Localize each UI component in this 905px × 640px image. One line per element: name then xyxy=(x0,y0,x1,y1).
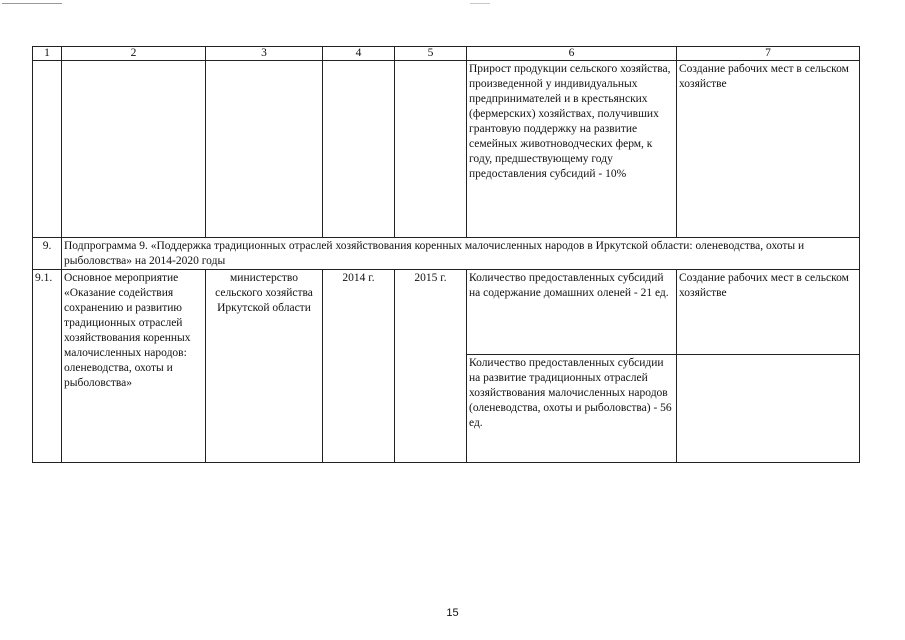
end-year-cell xyxy=(395,61,467,238)
indicator-cell: Прирост продукции сельского хозяйства, произведенной у индивидуальных предпринимателей и в крестьянских (фермерских) хозяйствах, получивших грантовую поддержку на развитие семейных животноводческих ферм, к году, предшествующему году предоставления субсидий - 10% xyxy=(467,61,677,238)
scan-artifact-line xyxy=(470,3,490,4)
table-row xyxy=(33,61,860,238)
executor-cell xyxy=(206,61,323,238)
column-number-cell: 4 xyxy=(323,47,395,61)
executor-cell: министерство сельского хозяйства Иркутской области xyxy=(206,270,323,463)
column-number-cell: 5 xyxy=(395,47,467,61)
column-number-cell: 6 xyxy=(467,47,677,61)
row-number-cell: 9. xyxy=(33,238,62,270)
subprogram-title-cell: Подпрограмма 9. «Поддержка традиционных отраслей хозяйствования коренных малочисленных народов в Иркутской области: оленеводства, охоты и рыболовства» на 2014-2020 годы xyxy=(62,238,860,270)
activities-table xyxy=(32,46,860,463)
table-row xyxy=(33,270,860,355)
column-number-cell: 7 xyxy=(677,47,860,61)
column-number-cell: 2 xyxy=(62,47,206,61)
indicator-cell: Количество предоставленных субсидии на развитие традиционных отраслей хозяйствования малочисленных народов (оленеводства, охоты и рыболовства) - 56 ед. xyxy=(467,355,677,463)
column-number-cell: 3 xyxy=(206,47,323,61)
row-number-cell xyxy=(33,61,62,238)
result-cell: Создание рабочих мест в сельском хозяйстве xyxy=(677,61,860,238)
column-number-cell: 1 xyxy=(33,47,62,61)
scan-artifact-line xyxy=(2,3,62,4)
page-number: 15 xyxy=(446,607,459,619)
result-cell xyxy=(677,355,860,463)
end-year-cell: 2015 г. xyxy=(395,270,467,463)
start-year-cell xyxy=(323,61,395,238)
indicator-cell: Количество предоставленных субсидий на содержание домашних оленей - 21 ед. xyxy=(467,270,677,355)
subprogram-row xyxy=(33,238,860,270)
activity-name-cell xyxy=(62,61,206,238)
result-cell: Создание рабочих мест в сельском хозяйстве xyxy=(677,270,860,355)
column-number-row xyxy=(33,47,860,61)
start-year-cell: 2014 г. xyxy=(323,270,395,463)
activity-name-cell: Основное мероприятие «Оказание содействия сохранению и развитию традиционных отраслей хозяйствования коренных малочисленных народов: оленеводства, охоты и рыболовства» xyxy=(62,270,206,463)
row-number-cell: 9.1. xyxy=(33,270,62,463)
